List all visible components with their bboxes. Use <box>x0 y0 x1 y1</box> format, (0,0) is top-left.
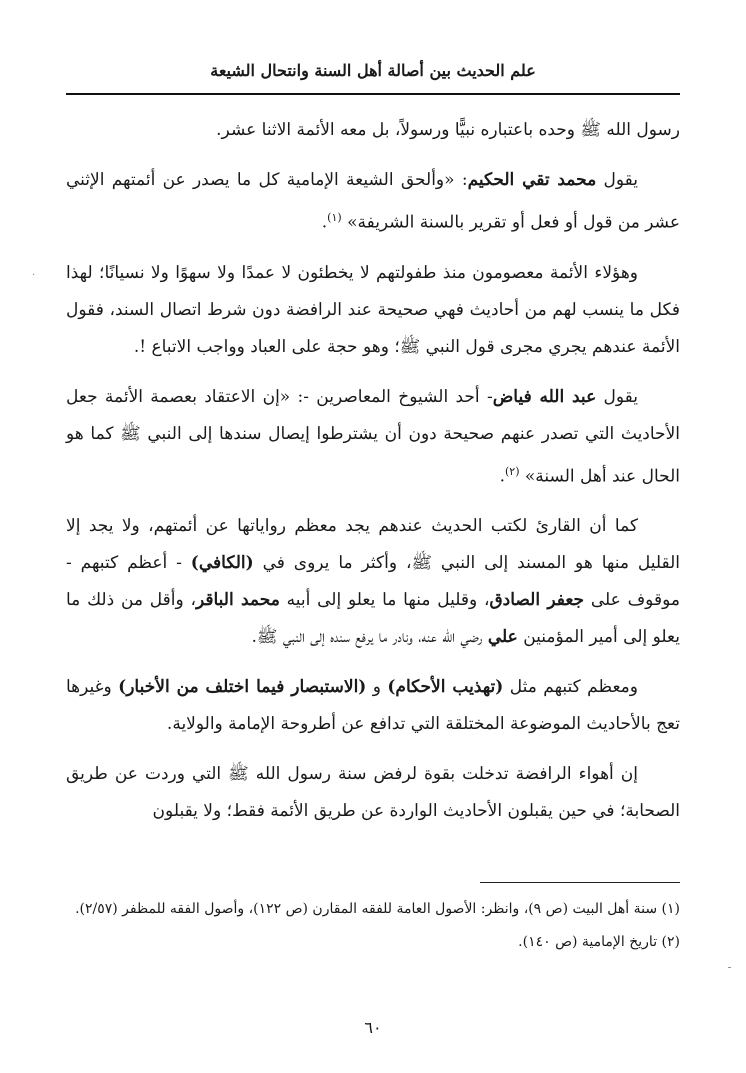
book-title-kafi: (الكافي) <box>190 553 254 574</box>
body-text <box>66 112 680 843</box>
paragraph-6 <box>66 669 680 743</box>
paragraph-3: وهؤلاء الأئمة معصومون منذ طفولتهم لا يخطئون لا عمدًا ولا سهوًا ولا نسيانًا؛ لهذا فكل ما ينسب لهم من أحاديث فهي صحيحة عند الرافضة دون شرط اتصال السند، فقول الأئمة عندهم يجري مجرى قول النبي ﷺ؛ وهو حجة على العباد وواجب الاتباع !. <box>66 262 680 357</box>
paragraph-2-text: : «وألحق الشيعة الإمامية كل ما يصدر عن أئمتهم الإثني عشر من قول أو فعل أو تقرير بالسنة الشريفة» <box>66 170 680 233</box>
footnote-ref-2[interactable]: (٢) <box>504 464 520 478</box>
paragraph-5 <box>66 508 680 656</box>
paragraph-5-text: ، وقليل منها ما يعلو إلى أبيه <box>279 590 490 611</box>
scan-speck: · <box>32 270 36 281</box>
paragraph-2-end: . <box>321 212 328 233</box>
footnote-ref-1[interactable]: (١) <box>327 211 342 224</box>
header-rule <box>66 93 680 95</box>
paragraph-2-lead: يقول <box>596 170 638 190</box>
paragraph-6-text: و <box>366 677 388 698</box>
page-number: ٦٠ <box>364 1018 382 1037</box>
name-muhammad-baqir: محمد الباقر <box>195 590 280 611</box>
footnote-1: (١) سنة أهل البيت (ص ٩)، وانظر: الأصول العامة للفقه المقارن (ص ١٢٢)، وأصول الفقه للمظفر (٢/٥٧). <box>75 901 680 917</box>
paragraph-5-text: ، وأقل من ذلك ما يعلو إلى أمير المؤمنين <box>66 590 680 648</box>
paragraph-6-text: ومعظم كتبهم مثل <box>503 677 638 698</box>
paragraph-4 <box>66 379 680 496</box>
name-ali: علي <box>487 627 518 648</box>
quoted-author-name: محمد تقي الحكيم <box>467 170 597 190</box>
book-title-tahdhib: (تهذيب الأحكام) <box>387 677 504 698</box>
book-title-istibsar: (الاستبصار فيما اختلف من الأخبار) <box>118 677 367 698</box>
footnote-2: (٢) تاريخ الإمامية (ص ١٤٠). <box>518 934 680 950</box>
scan-speck: ـ <box>728 960 731 971</box>
paragraph-6-text: وغيرها تعج بالأحاديث الموضوعة المختلقة التي تدافع عن أطروحة الإمامة والولاية. <box>66 677 680 735</box>
paragraph-4-text: - أحد الشيوخ المعاصرين -: «إن الاعتقاد بعصمة الأئمة جعل الأحاديث التي تصدر عنهم صحيحة دون أن يشترطوا إيصال سندها إلى النبي ﷺ كما هو الحال عند أهل السنة» <box>66 386 680 487</box>
running-header: علم الحديث بين أصالة أهل السنة وانتحال الشيعة <box>210 61 536 80</box>
paragraph-5-text: رضي الله عنه، ونادر ما يرفع سنده إلى النبي ﷺ. <box>251 627 488 648</box>
paragraph-1: رسول الله ﷺ وحده باعتباره نبيًّا ورسولاً، بل معه الأئمة الاثنا عشر. <box>216 120 680 140</box>
footnote-rule <box>480 882 680 883</box>
name-jafar-sadiq: جعفر الصادق <box>489 590 585 611</box>
paragraph-4-end: . <box>499 466 505 487</box>
paragraph-5-text: - أعظم كتبهم - موقوف على <box>66 553 680 611</box>
footnotes <box>66 896 680 962</box>
quoted-author-name: عبد الله فياض <box>492 386 597 407</box>
paragraph-4-lead: يقول <box>596 386 638 407</box>
paragraph-2 <box>66 162 680 242</box>
paragraph-7: إن أهواء الرافضة تدخلت بقوة لرفض سنة رسول الله ﷺ التي وردت عن طريق الصحابة؛ في حين يقبلون الأحاديث الواردة عن طريق الأئمة فقط؛ ولا يقبلون <box>66 764 680 822</box>
paragraph-5-text: كما أن القارئ لكتب الحديث عندهم يجد معظم رواياتها عن أئمتهم، ولا يجد إلا القليل منها هو المسند إلى النبي ﷺ، وأكثر ما يروى في <box>66 516 681 574</box>
